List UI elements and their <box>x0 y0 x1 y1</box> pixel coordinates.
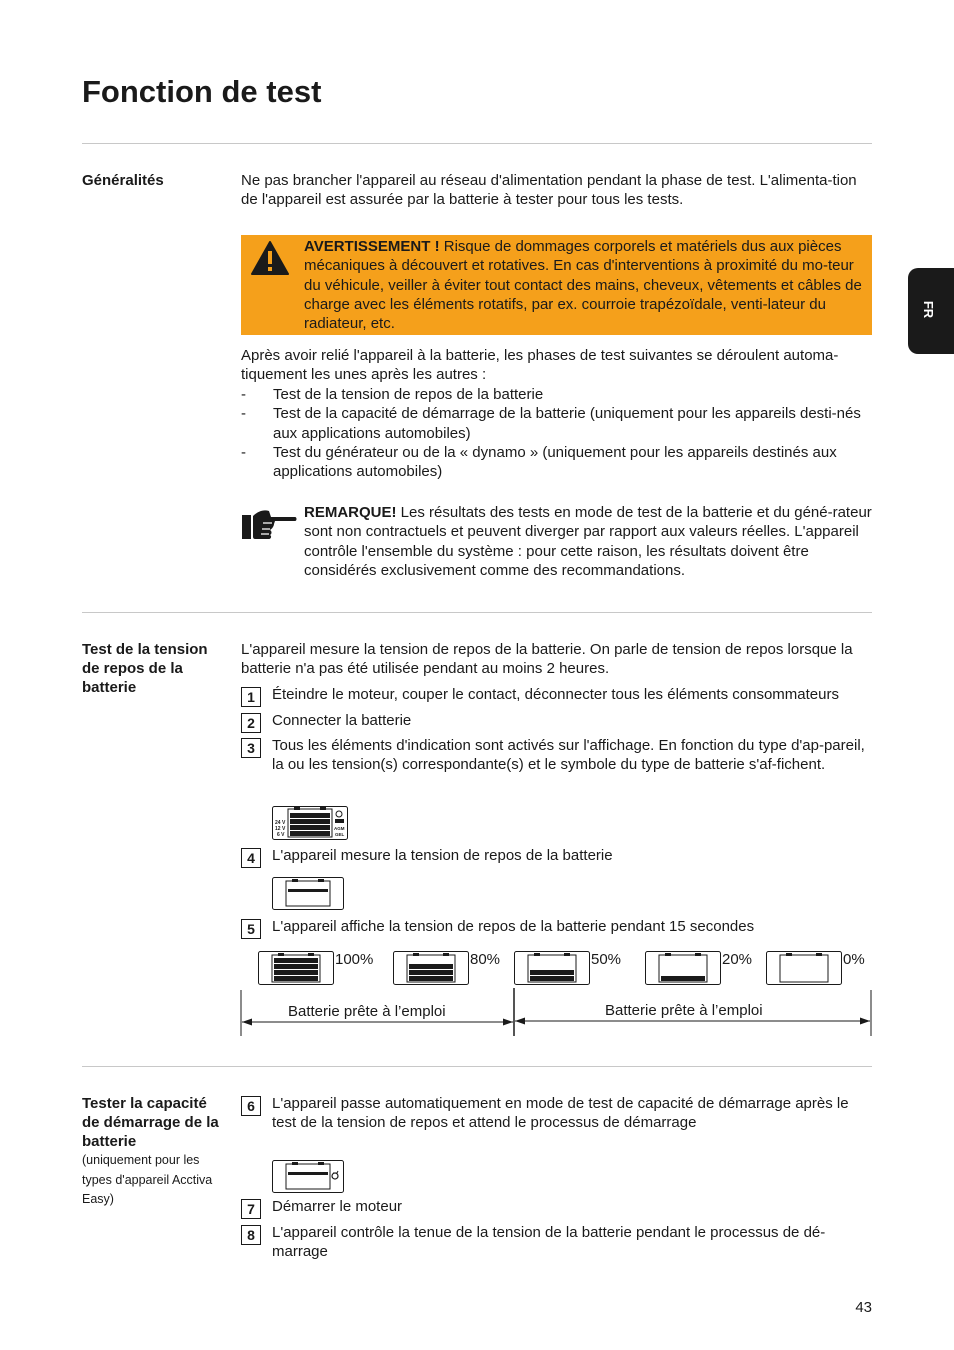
language-tab <box>908 268 954 354</box>
section-divider <box>82 612 872 613</box>
note-block <box>241 503 872 583</box>
battery-level-bar <box>274 976 318 981</box>
rest-voltage-intro: L'appareil mesure la tension de repos de la batterie. On parle de tension de repos lorsque la batterie n'a pas été utilisée pendant au moins 2 heures. <box>241 641 853 678</box>
section-heading-starting-capacity <box>82 1094 222 1210</box>
step-text: Éteindre le moteur, couper le contact, déconnecter tous les éléments consommateurs <box>272 686 839 703</box>
page-title: Fonction de test <box>82 74 322 109</box>
section-subnote: (uniquement pour les types d'appareil Acctiva Easy) <box>82 1153 213 1206</box>
list-item: - Test de la tension de repos de la batterie <box>241 385 872 404</box>
step-2 <box>241 711 872 730</box>
battery-level-bar <box>530 976 574 981</box>
warning-triangle-icon <box>250 240 290 276</box>
display-measuring-image <box>272 877 344 910</box>
battery-level-bar <box>530 970 574 975</box>
step-number: 6 <box>241 1096 261 1116</box>
pointing-hand-icon <box>241 507 297 543</box>
warning-text <box>304 237 871 333</box>
list-item: - Test de la capacité de démarrage de la batterie (uniquement pour les appareils desti-nés aux applications automobiles) <box>241 404 872 443</box>
section-heading-general: Généralités <box>82 172 164 189</box>
step-text: Connecter la batterie <box>272 712 412 729</box>
battery-level-label: 50% <box>591 951 622 968</box>
step-number: 4 <box>241 848 261 868</box>
section-heading-rest-voltage: Test de la tension de repos de la batterie <box>82 641 208 696</box>
step-3 <box>241 736 872 775</box>
battery-level-label: 100% <box>335 951 374 968</box>
step-4 <box>241 846 872 865</box>
step-number: 7 <box>241 1199 261 1219</box>
note-label: REMARQUE! <box>304 504 397 521</box>
step-text: L'appareil mesure la tension de repos de la batterie <box>272 847 613 864</box>
step-1 <box>241 685 872 704</box>
battery-level-label: 80% <box>470 951 501 968</box>
warning-body: Risque de dommages corporels et matériels dus aux pièces mécaniques à découvert et rotatives. En cas d'interventions à proximité du mo-teur du véhicule, veiller à éviter tout contact des mains, cheveux, vêtements et câbles de charge avec les éléments rotatifs, par ex. courroie trapézoïdale, venti-lateur du radiateur, etc. <box>304 238 862 333</box>
step-6 <box>241 1094 872 1133</box>
general-intro: Ne pas brancher l'appareil au réseau d'alimentation pendant la phase de test. L'alimenta-tion de l'appareil est assurée par la batterie à tester pour tous les tests. <box>241 172 857 209</box>
display-type-agm: AGM <box>334 826 345 831</box>
battery-level-label: 0% <box>843 951 865 968</box>
battery-level-display <box>645 951 721 985</box>
note-text <box>304 503 872 580</box>
step-number: 1 <box>241 687 261 707</box>
battery-level-bar <box>409 976 453 981</box>
battery-level-bar <box>409 964 453 969</box>
step-7 <box>241 1197 872 1216</box>
battery-level-display <box>393 951 469 985</box>
display-voltage-12: 12 V <box>275 826 286 832</box>
display-all-segments-image <box>272 806 348 840</box>
step-text: L'appareil contrôle la tenue de la tension de la batterie pendant le processus de dé-marrage <box>272 1224 826 1261</box>
step-number: 3 <box>241 738 261 758</box>
battery-level-bar <box>274 958 318 963</box>
battery-level-label: 20% <box>722 951 753 968</box>
battery-level-display <box>258 951 334 985</box>
battery-level-bar <box>274 970 318 975</box>
step-8 <box>241 1223 872 1262</box>
display-start-capacity-image <box>272 1160 344 1193</box>
step-5 <box>241 917 872 936</box>
section-divider <box>82 1066 872 1067</box>
section-divider <box>82 143 872 144</box>
step-text: Tous les éléments d'indication sont activés sur l'affichage. En fonction du type d'ap-pareil, la ou les tension(s) correspondante(s) et le symbole du type de batterie s'af-fichent. <box>272 737 865 774</box>
section-heading-text: Tester la capacité de démarrage de la batterie <box>82 1095 219 1150</box>
step-number: 5 <box>241 919 261 939</box>
phases-intro: Après avoir relié l'appareil à la batterie, les phases de test suivantes se déroulent automa-tiquement les unes après les autres : <box>241 347 839 384</box>
display-voltage-6: 6 V <box>277 832 285 838</box>
display-voltage-24: 24 V <box>275 820 286 826</box>
step-text: L'appareil passe automatiquement en mode de test de capacité de démarrage après le test de la tension de repos et attend le processus de démarrage <box>272 1095 849 1132</box>
battery-level-bar <box>409 970 453 975</box>
step-number: 8 <box>241 1225 261 1245</box>
list-item: - Test du générateur ou de la « dynamo » (uniquement pour les appareils destinés aux applications automobiles) <box>241 443 872 482</box>
range-label-left: Batterie prête à l’emploi <box>288 1003 446 1020</box>
range-label-right: Batterie prête à l’emploi <box>605 1002 763 1019</box>
step-text: L'appareil affiche la tension de repos de la batterie pendant 15 secondes <box>272 918 755 935</box>
battery-level-display <box>766 951 842 985</box>
warning-box <box>241 235 872 335</box>
step-number: 2 <box>241 713 261 733</box>
page-number: 43 <box>855 1299 872 1316</box>
display-type-gel: GEL <box>335 832 345 837</box>
warning-label: AVERTISSEMENT ! <box>304 238 440 255</box>
battery-level-bar <box>661 976 705 981</box>
battery-level-display <box>514 951 590 985</box>
battery-level-bar <box>274 964 318 969</box>
step-text: Démarrer le moteur <box>272 1198 403 1215</box>
note-body: Les résultats des tests en mode de test de la batterie et du géné-rateur sont non contractuels et peuvent diverger par rapport aux valeurs réelles. L'appareil contrôle l'ensemble du système : pour cette raison, les résultats doivent être considérés exclusivement comme des recommandations. <box>304 504 872 579</box>
language-tab-label: FR <box>921 300 937 319</box>
phases-list <box>241 385 872 481</box>
